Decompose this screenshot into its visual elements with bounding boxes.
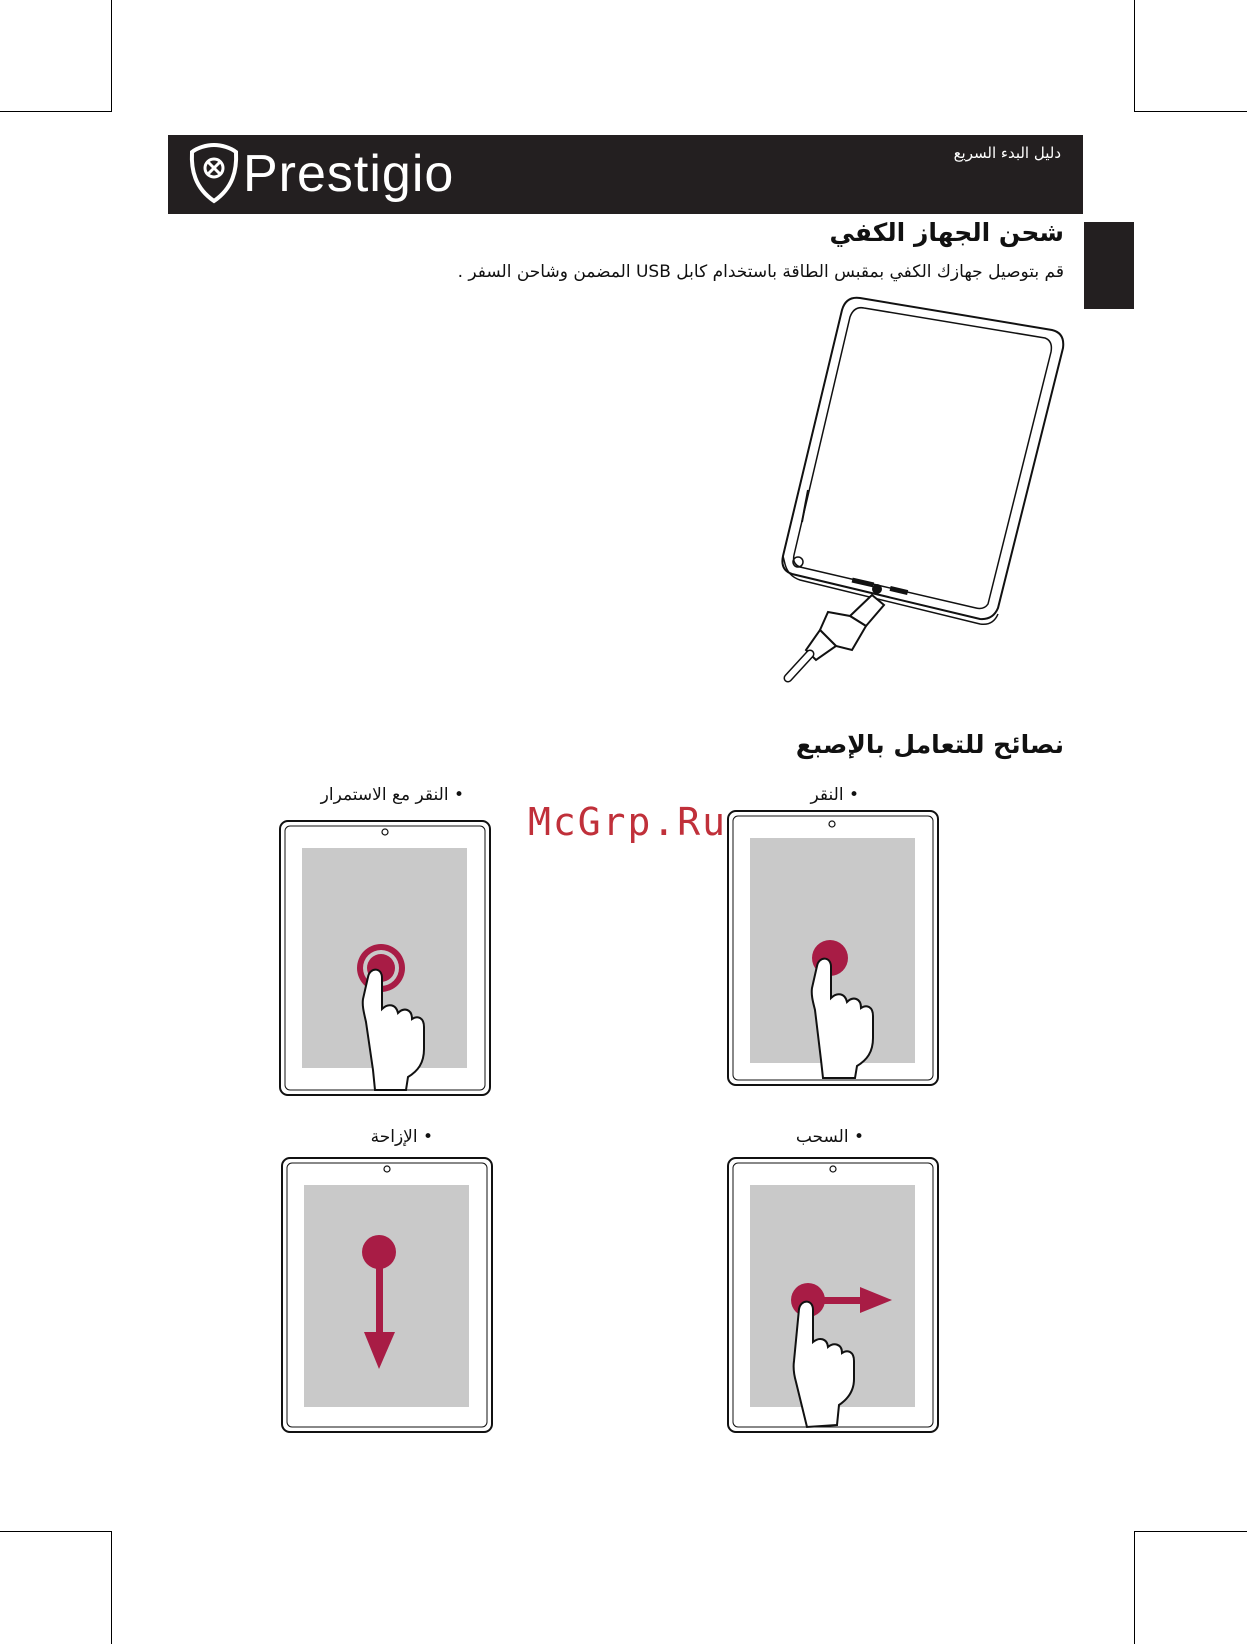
- tap-hold-gesture-icon: [279, 820, 491, 1096]
- tablet-charging-illustration: [780, 290, 1070, 690]
- gesture-label-tap: • النقر: [810, 785, 859, 805]
- tap-gesture-icon: [727, 810, 939, 1086]
- crop-mark: [111, 1531, 112, 1644]
- prestigio-logo-icon: [188, 142, 240, 204]
- brand-name: Prestigio: [243, 145, 455, 203]
- crop-mark: [111, 0, 112, 111]
- swipe-gesture-icon: [281, 1157, 493, 1433]
- gesture-label-drag: • السحب: [795, 1127, 864, 1147]
- section-title-gestures: نصائح للتعامل بالإصبع: [795, 730, 1064, 759]
- gesture-label-tap-hold: • النقر مع الاستمرار: [320, 785, 464, 805]
- side-tab: [1084, 222, 1134, 309]
- crop-mark: [1134, 111, 1247, 112]
- document-title: دليل البدء السريع: [953, 144, 1061, 162]
- section-title-charging: شحن الجهاز الكفي: [829, 218, 1064, 247]
- crop-mark: [1134, 1531, 1135, 1644]
- gesture-label-swipe: • الإزاحة: [370, 1127, 433, 1147]
- watermark-text: McGrp.Ru: [528, 800, 728, 844]
- crop-mark: [1134, 1531, 1247, 1532]
- charging-instructions: قم بتوصيل جهازك الكفي بمقبس الطاقة باستخدام كابل USB المضمن وشاحن السفر .: [457, 262, 1064, 282]
- drag-gesture-icon: [727, 1157, 939, 1433]
- crop-mark: [0, 111, 112, 112]
- crop-mark: [0, 1531, 112, 1532]
- crop-mark: [1134, 0, 1135, 111]
